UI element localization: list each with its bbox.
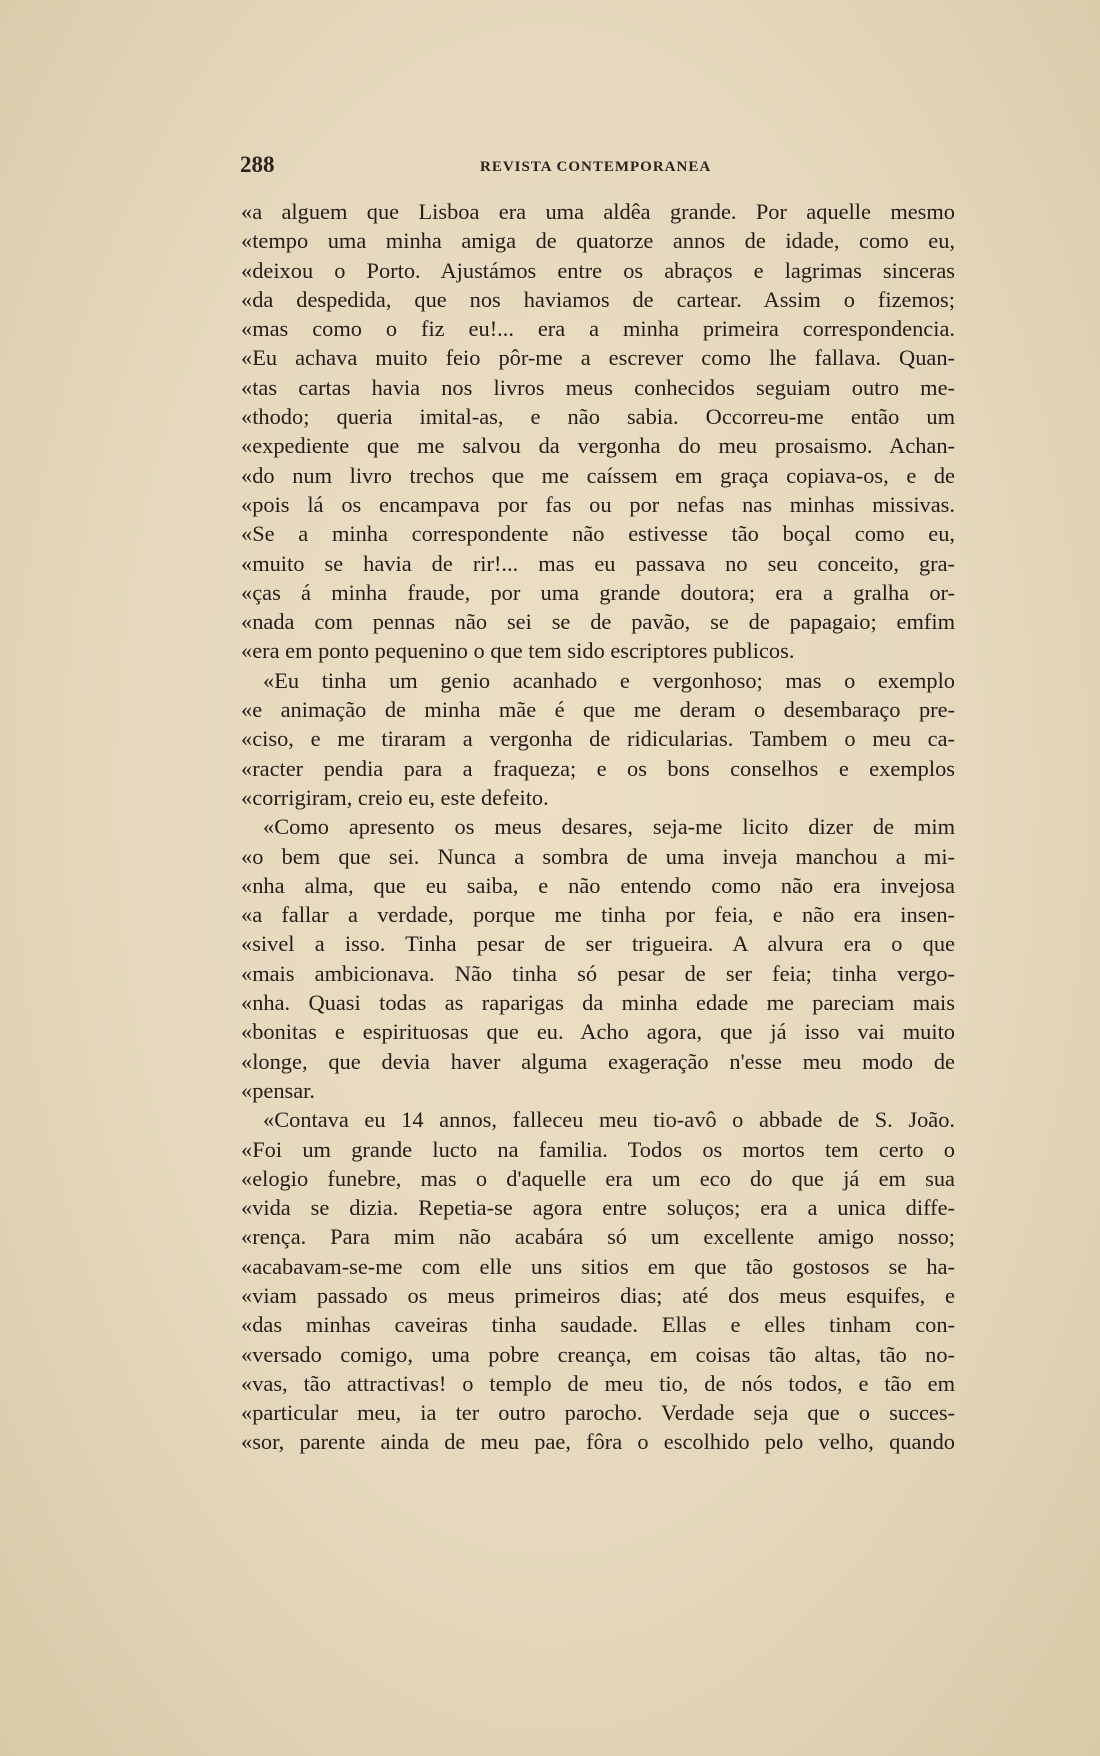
text-line: «Contava eu 14 annos, falleceu meu tio-avô o abbade de S. João. [263, 1107, 955, 1133]
text-line: «particular meu, ia ter outro parocho. Verdade seja que o succes- [241, 1400, 955, 1426]
text-line: «o bem que sei. Nunca a sombra de uma inveja manchou a mi- [241, 843, 955, 869]
text-line: «versado comigo, uma pobre creança, em coisas tão altas, tão no- [241, 1341, 955, 1367]
text-line: «muito se havia de rir!... mas eu passava no seu conceito, gra- [241, 550, 955, 576]
text-line: «Eu tinha um genio acanhado e vergonhoso; mas o exemplo [263, 667, 955, 693]
text-line: «deixou o Porto. Ajustámos entre os abraços e lagrimas sinceras [241, 257, 955, 283]
text-line: «Foi um grande lucto na familia. Todos os mortos tem certo o [241, 1136, 955, 1162]
text-line: «e animação de minha mãe é que me deram o desembaraço pre- [241, 697, 955, 723]
text-line: «mas como o fiz eu!... era a minha primeira correspondencia. [241, 316, 955, 342]
text-line: «pensar. [241, 1077, 315, 1103]
text-line: «sivel a isso. Tinha pesar de ser trigueira. A alvura era o que [241, 931, 955, 957]
body-text [241, 197, 955, 1457]
text-line: «corrigiram, creio eu, este defeito. [241, 784, 549, 810]
text-line: «nha alma, que eu saiba, e não entendo como não era invejosa [241, 872, 955, 898]
text-line: «elogio funebre, mas o d'aquelle era um eco do que já em sua [241, 1165, 955, 1191]
text-line: «viam passado os meus primeiros dias; até dos meus esquifes, e [241, 1282, 955, 1308]
text-line: «Eu achava muito feio pôr-me a escrever como lhe fallava. Quan- [241, 345, 955, 371]
text-line: «Como apresento os meus desares, seja-me licito dizer de mim [263, 814, 955, 840]
text-line: «tas cartas havia nos livros meus conhecidos seguiam outro me- [241, 374, 955, 400]
text-line: «bonitas e espirituosas que eu. Acho agora, que já isso vai muito [241, 1019, 955, 1045]
running-title: REVISTA CONTEMPORANEA [480, 159, 712, 175]
text-line: «a alguem que Lisboa era uma aldêa grande. Por aquelle mesmo [241, 199, 955, 224]
text-line: «da despedida, que nos haviamos de cartear. Assim o fizemos; [241, 286, 955, 312]
text-line: «Se a minha correspondente não estivesse tão boçal como eu, [241, 521, 955, 547]
text-line: «pois lá os encampava por fas ou por nefas nas minhas missivas. [241, 491, 955, 517]
text-line: «longe, que devia haver alguma exageração n'esse meu modo de [241, 1048, 955, 1074]
text-line: «ciso, e me tiraram a vergonha de ridicularias. Tambem o meu ca- [241, 726, 955, 752]
text-line: «expediente que me salvou da vergonha do meu prosaismo. Achan- [241, 433, 955, 459]
text-line: «nha. Quasi todas as raparigas da minha edade me pareciam mais [241, 990, 955, 1016]
text-line: «mais ambicionava. Não tinha só pesar de ser feia; tinha vergo- [241, 960, 955, 986]
text-line: «thodo; queria imital-as, e não sabia. Occorreu-me então um [241, 404, 955, 430]
text-line: «das minhas caveiras tinha saudade. Ellas e elles tinham con- [241, 1312, 955, 1338]
text-line: «era em ponto pequenino o que tem sido escriptores publicos. [241, 638, 795, 664]
text-line: «racter pendia para a fraqueza; e os bons conselhos e exemplos [241, 755, 955, 781]
page-header [240, 152, 955, 188]
text-line: «ças á minha fraude, por uma grande doutora; era a gralha or- [241, 579, 955, 605]
text-line: «do num livro trechos que me caíssem em graça copiava-os, e de [241, 462, 955, 488]
text-line: «sor, parente ainda de meu pae, fôra o escolhido pelo velho, quando [241, 1429, 955, 1455]
text-line: «vas, tão attractivas! o templo de meu tio, de nós todos, e tão em [241, 1370, 955, 1396]
text-line: «rença. Para mim não acabára só um excellente amigo nosso; [241, 1224, 955, 1250]
text-line: «vida se dizia. Repetia-se agora entre soluços; era a unica diffe- [241, 1195, 955, 1221]
text-line: «nada com pennas não sei se de pavão, se de papagaio; emfim [241, 609, 955, 635]
text-line: «a fallar a verdade, porque me tinha por feia, e não era insen- [241, 902, 955, 928]
text-line: «tempo uma minha amiga de quatorze annos de idade, como eu, [241, 228, 955, 254]
page-number: 288 [240, 152, 275, 177]
text-line: «acabavam-se-me com elle uns sitios em que tão gostosos se ha- [241, 1253, 955, 1279]
